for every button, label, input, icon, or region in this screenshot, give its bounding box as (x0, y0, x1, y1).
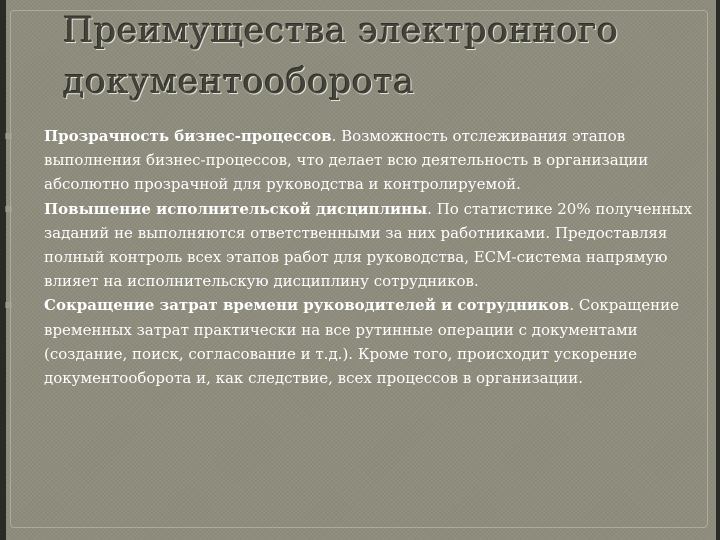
bullet-text: . Сокращение временных затрат практически на все рутинные операции с документами (создание, поиск, согласование и т.д.). Кроме того, происходит ускорение документооборота и, как следствие, всех процессов в организации. (44, 296, 679, 388)
bullet-item-transparency (44, 124, 694, 197)
bullet-item-discipline (44, 197, 694, 294)
bullet-text: . Возможность отслеживания этапов выполнения бизнес-процессов, что делает всю деятельность в организации абсолютно прозрачной для руководства и контролируемой. (44, 127, 649, 194)
slide-right-edge (716, 0, 720, 540)
bullet-list (44, 124, 694, 390)
slide-title (63, 6, 703, 108)
bullet-marker-icon (5, 133, 12, 139)
slide-left-edge (0, 0, 6, 540)
bullet-item-time-savings (44, 293, 694, 390)
slide-title-line-1: Преимущества электронного (63, 11, 619, 51)
bullet-marker-icon (5, 302, 12, 308)
bullet-lead: Прозрачность бизнес-процессов (44, 127, 332, 145)
bullet-text: . По статистике 20% полученных заданий не выполняются ответственными за них работниками. Предоставляя полный контроль всех этапов работ для руководства, ECM-система напрямую влияет на исполнительскую дисциплину сотрудников. (44, 199, 692, 291)
slide-title-line-2: документооборота (63, 62, 415, 102)
bullet-lead: Повышение исполнительской дисциплины (44, 199, 428, 218)
bullet-lead: Сокращение затрат времени руководителей и сотрудников (44, 296, 570, 315)
bullet-marker-icon (5, 206, 12, 212)
